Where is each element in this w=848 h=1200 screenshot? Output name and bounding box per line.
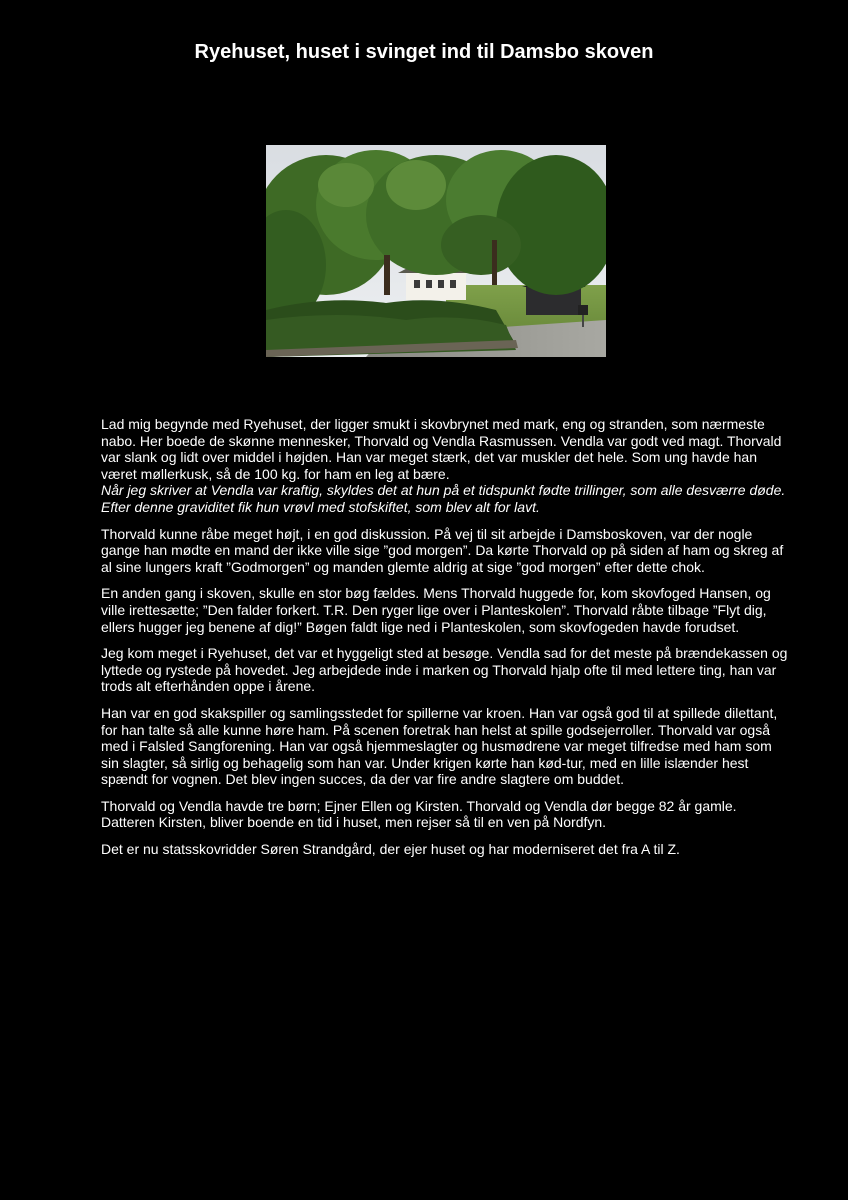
paragraph-4: Jeg kom meget i Ryehuset, det var et hyggeligt sted at besøge. Vendla sad for det meste på brændekassen og lyttede og rystede på hovedet. Jeg arbejdede inde i marken og Thorvald hjalp ofte til med lettere ting, han var trods alt efterhånden oppe i årene. bbox=[101, 645, 788, 695]
paragraph-5: Han var en god skakspiller og samlingsstedet for spillerne var kroen. Han var også god til at spillede dilettant, for han talte så alle kunne høre ham. På scenen foretrak han helst at spille godsejerroller. Thorvald var også med i Falsled Sangforening. Han var også hjemmeslagter og husmødrene var meget tilfredse med ham som sin slagter, så sirlig og behagelig som han var. Under krigen kørte han kød-tur, med en lille islænder hest spændt for vognen. Det blev ingen succes, da der var fire andre slagtere om buddet. bbox=[101, 704, 778, 788]
house-photo bbox=[266, 145, 606, 357]
paragraph-7: Det er nu statsskovridder Søren Strandgård, der ejer huset og har moderniseret det fra A til Z. bbox=[101, 841, 680, 858]
page-title: Ryehuset, huset i svinget ind til Damsbo skoven bbox=[194, 41, 654, 63]
paragraph-3: En anden gang i skoven, skulle en stor bøg fældes. Mens Thorvald huggede for, kom skovfoged Hansen, og ville irettesætte; ”Den falder forkert. T.R. Den ryger lige over i Planteskolen”. Thorvald råbte tilbage ”Flyt dig, ellers hugger jeg benene af dig!” Bøgen faldt lige ned i Planteskolen, som skovfogeden havde forudset. bbox=[101, 585, 771, 635]
paragraph-intro-note: Når jeg skriver at Vendla var kraftig, skyldes det at hun på et tidspunkt fødte trillinger, som alle desværre døde. Efter denne graviditet fik hun vrøvl med stofskiftet, som blev alt for lavt. bbox=[101, 482, 786, 515]
article-body bbox=[101, 416, 789, 868]
paragraph-6: Thorvald og Vendla havde tre børn; Ejner Ellen og Kirsten. Thorvald og Vendla dør begge 82 år gamle. Datteren Kirsten, bliver boende en tid i huset, men rejser så til en ven på Nordfyn. bbox=[101, 797, 737, 831]
paragraph-2: Thorvald kunne råbe meget højt, i en god diskussion. På vej til sit arbejde i Damsboskoven, var der nogle gange han mødte en mand der ikke ville sige ”god morgen”. Da kørte Thorvald op på siden af ham og skreg af al sine lungers kraft ”Godmorgen” og manden glemte aldrig at sige ”god morgen” efter dette chok. bbox=[101, 525, 784, 575]
paragraph-intro: Lad mig begynde med Ryehuset, der ligger smukt i skovbrynet med mark, eng og stranden, som nærmeste nabo. Her boede de skønne mennesker, Thorvald og Vendla Rasmussen. Vendla var godt ved magt. Thorvald var slank og lidt over middel i højden. Han var meget stærk, det var muskler det hele. Som ung havde han været møllerkusk, så de 100 kg. for ham en leg at bære. bbox=[101, 416, 782, 482]
